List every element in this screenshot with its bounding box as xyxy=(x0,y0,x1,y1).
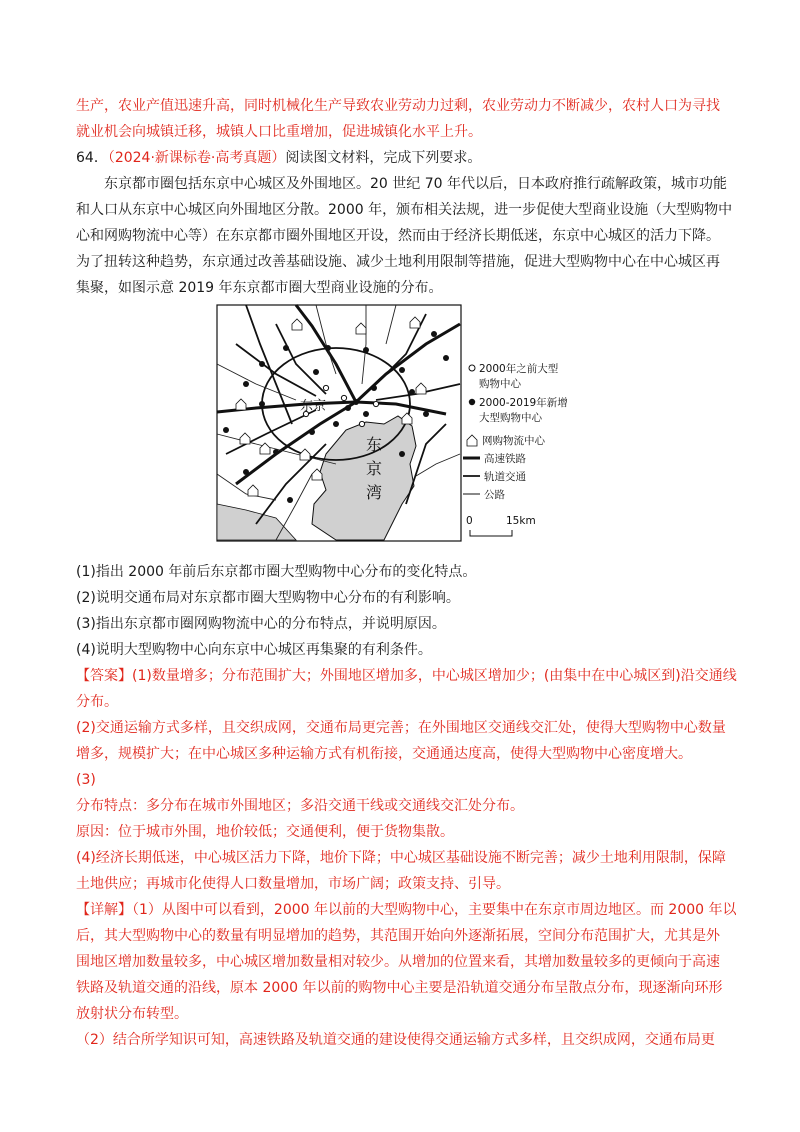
detail-line-1 xyxy=(76,900,737,920)
answer-line-7: 原因：位于城市外围，地价较低；交通便利，便于货物集散。 xyxy=(76,824,454,840)
map-label-bay-2: 京 xyxy=(366,459,383,478)
intro-line-2: 就业机会向城镇迁移，城镇人口比重增加，促进城镇化水平上升。 xyxy=(76,124,482,140)
answer-line-3: (2)交通运输方式多样，且交织成网，交通布局更完善；在外围地区交通线交汇处，使得大型购物中心数量 xyxy=(76,720,726,736)
answer-line-1 xyxy=(76,666,737,686)
map-label-tokyo: 东京 xyxy=(300,399,327,414)
answer-line-8: (4)经济长期低迷，中心城区活力下降，地价下降；中心城区基础设施不断完善；减少土地利用限制，保障 xyxy=(76,850,726,866)
map-label-bay-1: 东 xyxy=(366,435,383,454)
detail-line-3: 围地区增加数量较多，中心城区增加数量相对较少。从增加的位置来看，其增加数量较多的更倾向于高速 xyxy=(76,954,720,970)
map-label-bay-3: 湾 xyxy=(366,483,383,502)
answer-line-6: 分布特点：多分布在城市外围地区；多沿交通干线或交通线交汇处分布。 xyxy=(76,798,524,814)
material-line-3: 心和网购物流中心等）在东京都市圈外围地区开设，然而由于经济长期低迷，东京中心城区的活力下降。 xyxy=(76,228,720,244)
legend-new-1: 2000-2019年新增 xyxy=(479,397,568,409)
sub-question-1: (1)指出 2000 年前后东京都市圈大型购物中心分布的变化特点。 xyxy=(76,564,477,580)
detail-line-5: 放射状分布转型。 xyxy=(76,1006,188,1022)
intro-line-1: 生产，农业产值迅速升高，同时机械化生产导致农业劳动力过剩，农业劳动力不断减少，农村人口为寻找 xyxy=(76,98,720,114)
material-line-4: 为了扭转这种趋势，东京通过改善基础设施、减少土地利用限制等措施，促进大型购物中心在中心城区再 xyxy=(76,254,720,270)
answer-1-text: (1)数量增多；分布范围扩大；外围地区增加多，中心城区增加少；(由集中在中心城区到)沿交通线 xyxy=(132,668,737,684)
sub-question-4: (4)说明大型购物中心向东京中心城区再集聚的有利条件。 xyxy=(76,642,432,658)
scale-zero: 0 xyxy=(466,515,473,527)
material-line-5: 集聚，如图示意 2019 年东京都市圈大型商业设施的分布。 xyxy=(76,280,443,296)
legend-before2000-2: 购物中心 xyxy=(479,378,521,390)
question-number: 64． xyxy=(76,150,108,166)
tokyo-commercial-map xyxy=(216,304,568,544)
legend-logistics: 网购物流中心 xyxy=(482,435,545,447)
detail-text-1: （1）从图中可以看到，2000 年以前的大型购物中心，主要集中在东京市周边地区。而 2000 年以 xyxy=(132,902,737,918)
map-frame xyxy=(217,305,461,541)
sub-question-3: (3)指出东京都市圈网购物流中心的分布特点，并说明原因。 xyxy=(76,616,446,632)
legend-before2000-1: 2000年之前大型 xyxy=(479,363,559,375)
detail-tag: 【详解】 xyxy=(76,902,132,918)
legend-new-2: 大型购物中心 xyxy=(479,412,542,424)
legend-rail: 轨道交通 xyxy=(484,471,526,483)
detail-line-6: （2）结合所学知识可知，高速铁路及轨道交通的建设使得交通运输方式多样，且交织成网，交通布局更 xyxy=(76,1032,715,1048)
sub-question-2: (2)说明交通布局对东京都市圈大型购物中心分布的有利影响。 xyxy=(76,590,460,606)
legend-filled-dot xyxy=(469,399,475,405)
legend-hollow-dot xyxy=(469,365,475,371)
question-instruction: 阅读图文材料，完成下列要求。 xyxy=(285,150,482,166)
question-source: （2024·新课标卷·高考真题） xyxy=(107,150,286,166)
scale-dist: 15km xyxy=(506,515,536,527)
detail-line-2: 后，其大型购物中心的数量有明显增加的趋势，其范围开始向外逐渐拓展，空间分布范围扩大，尤其是外 xyxy=(76,928,720,944)
answer-line-5: (3) xyxy=(76,772,96,788)
legend-rail-high: 高速铁路 xyxy=(484,453,526,465)
legend-road: 公路 xyxy=(484,489,505,501)
answer-line-9: 土地供应；再城市化使得人口数量增加，市场广阔；政策支持、引导。 xyxy=(76,876,510,892)
answer-tag: 【答案】 xyxy=(76,668,132,684)
material-line-1: 东京都市圈包括东京中心城区及外围地区。20 世纪 70 年代以后，日本政府推行疏解政策，城市功能 xyxy=(104,176,727,192)
answer-line-2: 分布。 xyxy=(76,694,118,710)
answer-line-4: 增多，规模扩大；在中心城区多种运输方式有机衔接，交通通达度高，使得大型购物中心密度增大。 xyxy=(76,746,692,762)
question-header xyxy=(76,148,481,168)
detail-line-4: 铁路及轨道交通的沿线，原本 2000 年以前的购物中心主要是沿轨道交通分布呈散点分布，现逐渐向环形 xyxy=(76,980,723,996)
material-line-2: 和人口从东京中心城区向外围地区分散。2000 年，颁布相关法规，进一步促使大型商业设施（大型购物中 xyxy=(76,202,733,218)
